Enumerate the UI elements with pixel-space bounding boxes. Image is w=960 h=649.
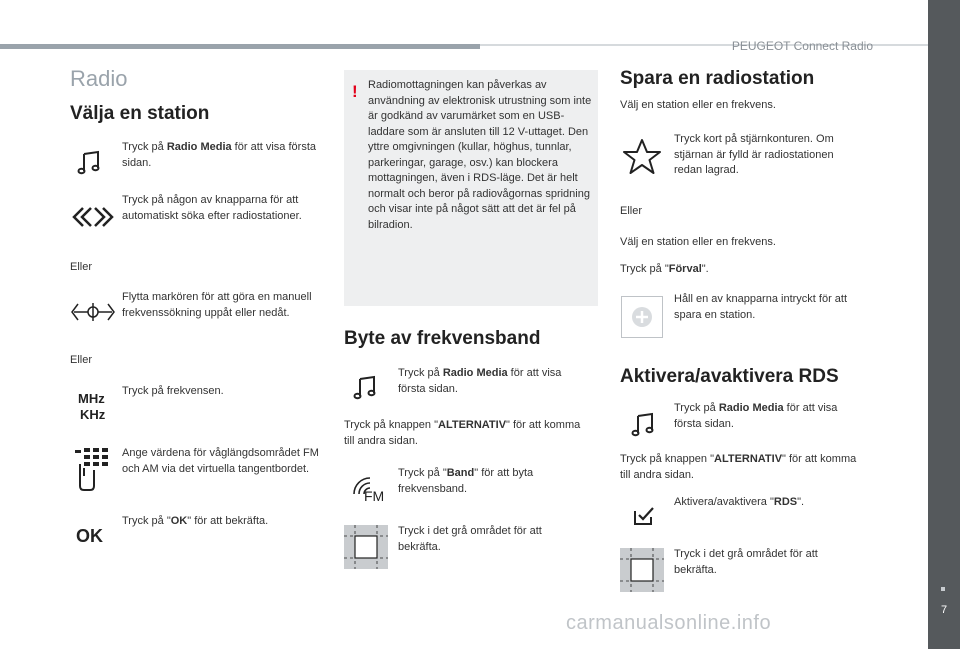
warning-icon: !	[352, 82, 358, 101]
step-confirm-ok: Tryck på "OK" för att bekräfta.	[122, 515, 269, 527]
header-rule	[0, 44, 480, 49]
step-alternativ-2: Tryck på knappen "ALTERNATIV" för att komma till andra sidan.	[620, 453, 857, 481]
ok-icon: OK	[76, 526, 103, 546]
page-sidebar	[928, 0, 960, 649]
confirm-area-icon	[344, 525, 388, 569]
step-radio-media-2: Tryck på Radio Media för att visa första sidan.	[398, 367, 562, 395]
watermark: carmanualsonline.info	[566, 612, 772, 634]
heading-save-station: Spara en radiostation	[620, 68, 815, 89]
star-icon	[622, 138, 662, 176]
plus-circle-icon	[622, 297, 662, 337]
mhz-khz-icon	[78, 391, 105, 423]
page-number: 7	[940, 604, 948, 616]
fm-label: FM	[364, 488, 385, 504]
gray-area-icon	[620, 548, 664, 592]
or-text-1: Eller	[70, 261, 93, 273]
step-toggle-rds: Aktivera/avaktivera "RDS".	[674, 496, 805, 508]
heading-rds: Aktivera/avaktivera RDS	[620, 366, 839, 387]
step-forval: Tryck på "Förval".	[620, 263, 709, 275]
seek-arrows-icon	[71, 205, 115, 229]
gray-area-icon	[344, 525, 388, 569]
step-star: Tryck kort på stjärnkonturen. Om stjärnan är fylld är radiostationen redan lagrad.	[674, 133, 834, 176]
step-gray-area: Tryck i det grå området för att bekräfta.	[398, 525, 542, 553]
virtual-keyboard-icon	[74, 446, 110, 492]
frequency-slider-icon	[70, 302, 116, 322]
music-note-icon	[76, 150, 102, 176]
intro-select-2: Välj en station eller en frekvens.	[620, 236, 776, 248]
step-alternativ: Tryck på knappen "ALTERNATIV" för att komma till andra sidan.	[344, 419, 581, 447]
notice-text: Radiomottagningen kan påverkas av användning av elektronisk utrustning som inte är godkänd av varumärket som en USB-laddare som är ansluten till 12 V-uttaget. Den yttre omgivningen (kullar, höghus, tunnlar, parkeringar, garage, osv.) kan blockera mottagningen, även i RDS-läge. Det är helt normalt och beror på radiovågornas spridning och visar inte på något sätt att det är fel på bilradion.	[368, 79, 592, 231]
mhz-label: MHz	[78, 391, 105, 406]
khz-label: KHz	[80, 407, 106, 422]
step-auto-seek: Tryck på någon av knapparna för att automatiskt söka efter radiostationer.	[122, 194, 302, 222]
heading-select-station: Välja en station	[70, 103, 210, 124]
checkbox-icon	[632, 505, 656, 527]
step-radio-media-3: Tryck på Radio Media för att visa första sidan.	[674, 402, 838, 430]
page-header: PEUGEOT Connect Radio	[731, 39, 873, 53]
step-gray-area-2: Tryck i det grå området för att bekräfta.	[674, 548, 818, 576]
confirm-area-icon	[620, 548, 664, 592]
section-title: Radio	[70, 66, 128, 91]
music-note-icon	[630, 412, 656, 438]
heading-change-band: Byte av frekvensband	[344, 328, 541, 349]
step-hold-preset: Håll en av knapparna intryckt för att spara en station.	[674, 293, 848, 321]
step-virtual-keyboard: Ange värdena för våglängdsområdet FM och AM via det virtuella tangentbordet.	[122, 447, 319, 475]
or-text-2: Eller	[70, 354, 93, 366]
music-note-icon	[352, 375, 378, 401]
step-band: Tryck på "Band" för att byta frekvensband.	[398, 467, 534, 495]
page-marker	[941, 587, 945, 591]
fm-band-icon	[348, 472, 390, 508]
preset-add-icon	[621, 296, 663, 338]
step-manual-seek: Flytta markören för att göra en manuell frekvenssökning uppåt eller nedåt.	[122, 291, 312, 319]
or-text-3: Eller	[620, 205, 643, 217]
step-press-frequency: Tryck på frekvensen.	[122, 385, 224, 397]
intro-select: Välj en station eller en frekvens.	[620, 99, 776, 111]
step-radio-media: Tryck på Radio Media för att visa första sidan.	[122, 141, 316, 169]
